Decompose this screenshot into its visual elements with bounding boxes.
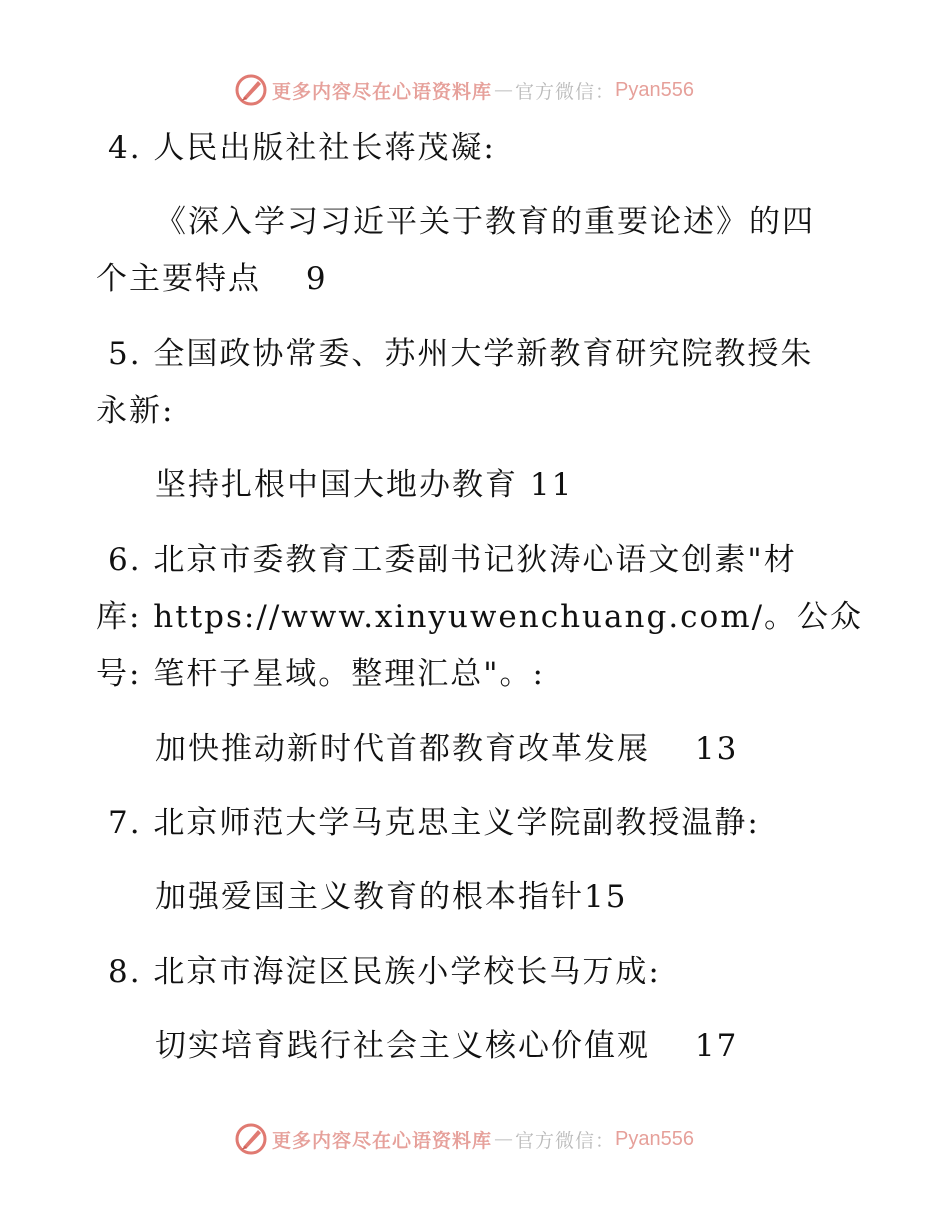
brush-logo-icon xyxy=(234,1122,268,1156)
entry-6-heading-line-3: 号: 笔杆子星域。整理汇总"。: xyxy=(96,656,546,692)
promo-text: 更多内容尽在心语资料库 xyxy=(272,1129,493,1152)
promo-text: 更多内容尽在心语资料库 xyxy=(272,80,493,103)
entry-5-title: 坚持扎根中国大地办教育 11 xyxy=(155,467,574,503)
entry-6-heading-line-2: 库: https://www.xinyuwenchuang.com/。公众 xyxy=(96,599,864,635)
entry-4-heading: 4. 人民出版社社长蒋茂凝: xyxy=(108,130,496,166)
entry-5-heading-line-1: 5. 全国政协常委、苏州大学新教育研究院教授朱 xyxy=(108,336,814,372)
entry-6-heading-line-1: 6. 北京市委教育工委副书记狄涛心语文创素"材 xyxy=(108,542,797,578)
entry-7-heading: 7. 北京师范大学马克思主义学院副教授温静: xyxy=(108,805,760,841)
entry-5-heading-line-2: 永新: xyxy=(96,393,175,429)
footer-banner xyxy=(234,1121,694,1157)
wechat-label: 官方微信： xyxy=(515,1129,616,1152)
entry-8-heading: 8. 北京市海淀区民族小学校长马万成: xyxy=(108,954,661,990)
entry-7-title: 加强爱国主义教育的根本指针15 xyxy=(155,879,628,915)
entry-6-title: 加快推动新时代首都教育改革发展 13 xyxy=(155,731,739,767)
wechat-label: 官方微信： xyxy=(515,80,616,103)
wechat-id: Pyan556 xyxy=(615,78,694,101)
brush-logo-icon xyxy=(234,73,268,107)
entry-4-title-line-1: 《深入学习习近平关于教育的重要论述》的四 xyxy=(155,204,815,240)
wechat-id: Pyan556 xyxy=(615,1127,694,1150)
entry-4-title-line-2: 个主要特点 9 xyxy=(96,261,328,297)
header-banner xyxy=(234,72,694,108)
banner-separator: — xyxy=(494,79,514,101)
banner-separator: — xyxy=(494,1128,514,1150)
entry-8-title: 切实培育践行社会主义核心价值观 17 xyxy=(155,1028,739,1064)
